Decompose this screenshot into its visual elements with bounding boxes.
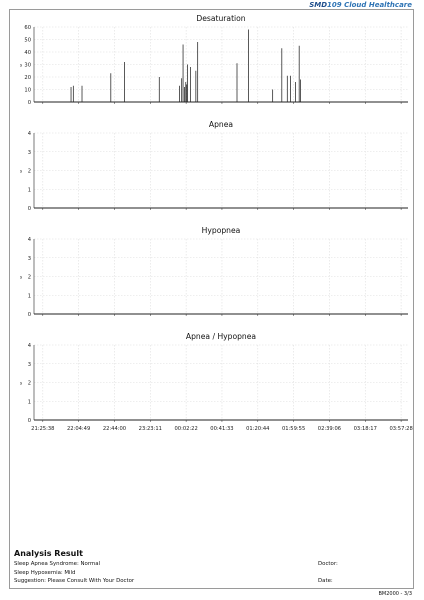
- x-tick-label: 01:20:44: [246, 426, 270, 432]
- y-tick-label: 0: [27, 100, 31, 106]
- x-tick-label: 02:39:06: [317, 426, 342, 432]
- analysis-row-apnea: [14, 560, 410, 569]
- chart-panel-4: [20, 332, 413, 432]
- chart-title: Hypopnea: [201, 226, 241, 235]
- y-tick-label: 3: [27, 149, 31, 156]
- x-tick-label: 23:23:11: [138, 426, 162, 432]
- chart-title: Desaturation: [196, 14, 246, 23]
- y-axis-label: s: [19, 169, 23, 175]
- chart-panel-3: [20, 226, 408, 318]
- y-axis-label: s: [19, 381, 23, 387]
- y-tick-label: 0: [27, 312, 31, 318]
- y-axis-label: s: [19, 63, 23, 69]
- y-axis-label: s: [19, 275, 23, 281]
- x-tick-label: 03:57:28: [389, 426, 413, 432]
- sleep-apnea-result: Sleep Apnea Syndrome: Normal: [14, 561, 100, 567]
- analysis-row-suggestion: [14, 577, 410, 586]
- y-tick-label: 50: [24, 37, 31, 44]
- y-tick-label: 20: [24, 75, 31, 81]
- brand-prefix: SMD: [309, 1, 328, 9]
- analysis-title: Analysis Result: [14, 549, 83, 558]
- x-tick-label: 00:02:22: [174, 426, 198, 432]
- y-tick-label: 2: [27, 380, 31, 387]
- y-tick-label: 1: [27, 399, 31, 406]
- x-tick-label: 03:18:17: [353, 426, 377, 432]
- y-tick-label: 40: [24, 50, 31, 56]
- suggestion-text: Suggestion: Please Consult With Your Doctor: [14, 578, 135, 585]
- y-tick-label: 0: [27, 418, 31, 424]
- chart-title: Apnea / Hypopnea: [185, 332, 257, 341]
- date-label: Date:: [318, 578, 333, 585]
- y-tick-label: 1: [27, 293, 31, 300]
- y-tick-label: 4: [27, 343, 31, 349]
- x-tick-label: 21:25:38: [31, 426, 55, 432]
- y-tick-label: 0: [27, 206, 31, 212]
- x-tick-label: 22:44:00: [102, 426, 127, 432]
- hypoxemia-result: Sleep Hypoxemia: Mild: [14, 569, 76, 576]
- y-tick-label: 10: [24, 87, 31, 94]
- page-footer: BM2000 - 3/3: [378, 591, 412, 597]
- brand-suffix: 109 Cloud Healthcare: [327, 1, 412, 9]
- x-tick-label: 22:04:49: [66, 426, 91, 432]
- chart-panel-2: [20, 120, 408, 212]
- y-tick-label: 4: [27, 131, 31, 137]
- y-tick-label: 2: [27, 274, 31, 281]
- x-tick-label: 01:59:55: [281, 426, 306, 432]
- analysis-row-hypoxemia: [14, 569, 410, 578]
- y-tick-label: 4: [27, 237, 31, 243]
- y-tick-label: 3: [27, 361, 31, 368]
- y-tick-label: 1: [27, 187, 31, 194]
- y-tick-label: 2: [27, 168, 31, 175]
- y-tick-label: 30: [24, 62, 31, 69]
- x-tick-label: 00:41:33: [210, 426, 234, 432]
- doctor-label: Doctor:: [318, 561, 338, 567]
- y-tick-label: 60: [24, 25, 31, 31]
- y-tick-label: 3: [27, 255, 31, 262]
- chart-title: Apnea: [208, 120, 234, 129]
- analysis-result: [14, 549, 410, 586]
- chart-panel-1: [20, 14, 408, 106]
